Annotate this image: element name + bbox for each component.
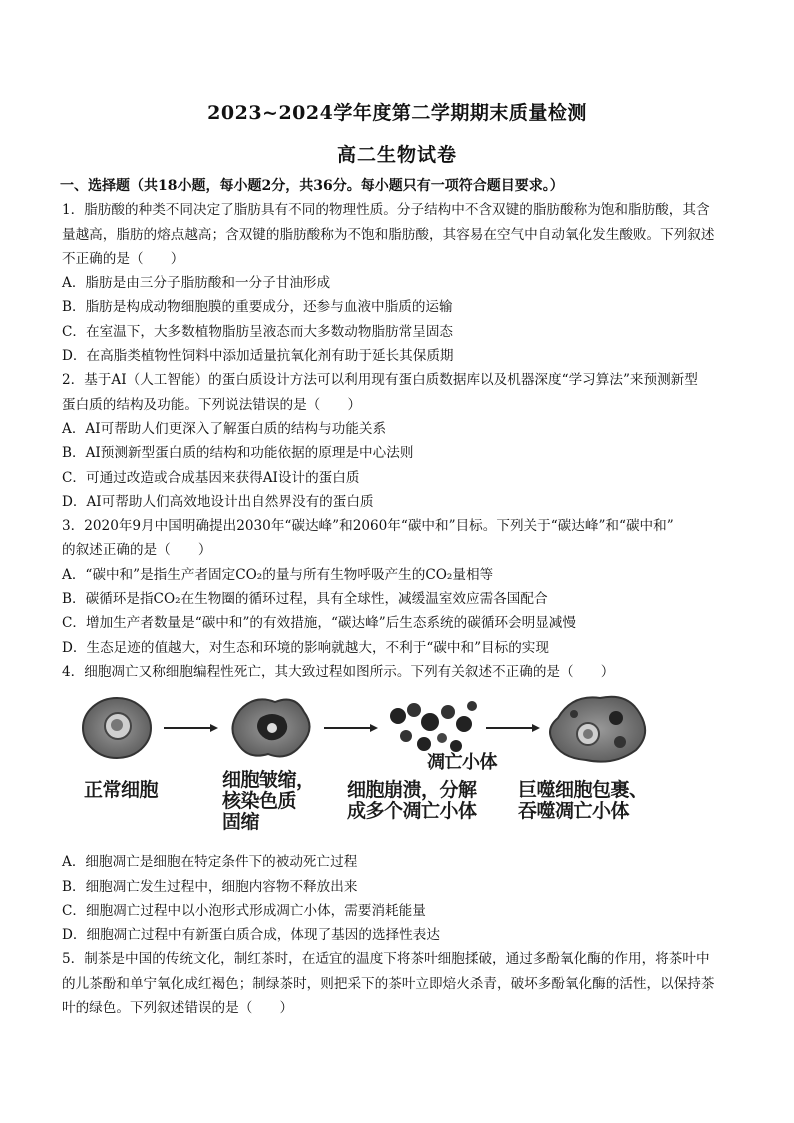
q3-stem-line1: 3．2020年9月中国明确提出2030年“碳达峰”和2060年“碳中和”目标。下列关于“碳达峰”和“碳中和” xyxy=(62,518,674,535)
label-normal-cell: 正常细胞 xyxy=(84,779,159,802)
q1-option-b: B．脂肪是构成动物细胞膜的重要成分，还参与血液中脂质的运输 xyxy=(62,299,453,316)
q5-stem-line3: 叶的绿色。下列叙述错误的是（ ） xyxy=(62,1000,294,1017)
normal-cell-image xyxy=(83,698,151,758)
label-shrink-line2: 核染色质 xyxy=(222,790,297,813)
label-collapse-line1: 细胞崩溃，分解 xyxy=(347,779,477,802)
q1-option-c: C．在室温下，大多数植物脂肪呈液态而大多数动物脂肪常呈固态 xyxy=(62,323,454,340)
exam-content xyxy=(62,174,738,1020)
q4-option-a: A．细胞凋亡是细胞在特定条件下的被动死亡过程 xyxy=(62,854,358,871)
q5-stem-line2: 的儿茶酚和单宁氧化成红褐色；制绿茶时，则把采下的茶叶立即焙火杀青，破坏多酚氧化酶的活性，以保持茶 xyxy=(62,975,715,992)
q2-option-d: D．AI可帮助人们高效地设计出自然界没有的蛋白质 xyxy=(62,493,374,510)
label-shrink-line3: 固缩 xyxy=(222,811,260,834)
label-shrink-line1: 细胞皱缩， xyxy=(222,769,315,792)
q1-stem-line3: 不正确的是（ ） xyxy=(62,250,185,267)
q4-option-d: D．细胞凋亡过程中有新蛋白质合成，体现了基因的选择性表达 xyxy=(62,927,440,944)
q4-option-b: B．细胞凋亡发生过程中，细胞内容物不释放出来 xyxy=(62,878,358,895)
q2-option-c: C．可通过改造或合成基因来获得AI设计的蛋白质 xyxy=(62,469,360,486)
macrophage-image xyxy=(550,697,645,762)
apoptosis-figure xyxy=(62,688,738,840)
exam-title: 2023~2024学年度第二学期期末质量检测 xyxy=(207,102,587,124)
q3-option-b: B．碳循环是指CO₂在生物圈的循环过程，具有全球性，减缓温室效应需各国配合 xyxy=(62,591,548,608)
label-apoptotic-body: 凋亡小体 xyxy=(427,752,497,774)
q2-option-b: B．AI预测新型蛋白质的结构和功能依据的原理是中心法则 xyxy=(62,445,414,462)
q1-stem-line2: 量越高，脂肪的熔点越高；含双键的脂肪酸称为不饱和脂肪酸，其容易在空气中自动氧化发生酸败。下列叙述 xyxy=(62,226,715,243)
q4-stem-line1: 4．细胞凋亡又称细胞编程性死亡，其大致过程如图所示。下列有关叙述不正确的是（ ） xyxy=(62,663,615,680)
shrunken-cell-image xyxy=(232,700,309,757)
exam-subtitle: 高二生物试卷 xyxy=(336,144,457,166)
q3-option-c: C．增加生产者数量是“碳中和”的有效措施，“碳达峰”后生态系统的碳循环会明显减慢 xyxy=(62,615,576,632)
q1-option-a: A．脂肪是由三分子脂肪酸和一分子甘油形成 xyxy=(62,275,331,292)
apoptotic-bodies-image xyxy=(390,701,477,752)
q1-stem-line1: 1．脂肪酸的种类不同决定了脂肪具有不同的物理性质。分子结构中不含双键的脂肪酸称为饱和脂肪酸，其含 xyxy=(62,202,710,219)
q3-option-a: A．“碳中和”是指生产者固定CO₂的量与所有生物呼吸产生的CO₂量相等 xyxy=(62,566,494,583)
label-engulf-line2: 吞噬凋亡小体 xyxy=(518,800,630,823)
q1-option-d: D．在高脂类植物性饲料中添加适量抗氧化剂有助于延长其保质期 xyxy=(62,348,454,365)
q2-stem-line2: 蛋白质的结构及功能。下列说法错误的是（ ） xyxy=(62,396,362,413)
label-engulf-line1: 巨噬细胞包裹、 xyxy=(518,779,648,802)
label-collapse-line2: 成多个凋亡小体 xyxy=(347,800,477,823)
q4-option-c: C．细胞凋亡过程中以小泡形式形成凋亡小体，需要消耗能量 xyxy=(62,902,426,919)
section-heading: 一、选择题（共18小题，每小题2分，共36分。每小题只有一项符合题目要求。） xyxy=(60,178,564,194)
q2-option-a: A．AI可帮助人们更深入了解蛋白质的结构与功能关系 xyxy=(62,420,387,437)
q3-stem-line2: 的叙述正确的是（ ） xyxy=(62,542,212,559)
apoptosis-diagram xyxy=(80,688,680,768)
q3-option-d: D．生态足迹的值越大，对生态和环境的影响就越大，不利于“碳中和”目标的实现 xyxy=(62,639,549,656)
q5-stem-line1: 5．制茶是中国的传统文化，制红茶时，在适宜的温度下将茶叶细胞揉破，通过多酚氧化酶的作用，将茶叶中 xyxy=(62,951,710,968)
q2-stem-line1: 2．基于AI（人工智能）的蛋白质设计方法可以利用现有蛋白质数据库以及机器深度“学习算法”来预测新型 xyxy=(62,372,698,389)
